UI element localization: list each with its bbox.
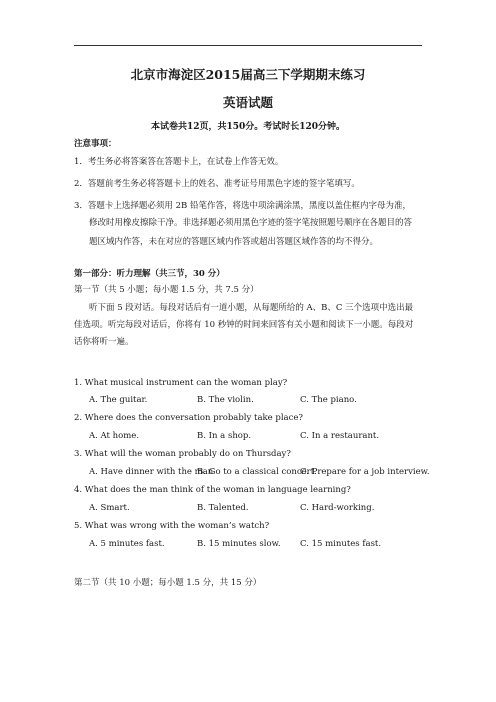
option-c: C. In a restaurant. [300,431,380,441]
notice-item: 1．考生务必将答案答在答题卡上，在试卷上作答无效。 [74,157,284,167]
question-text: 3. What will the woman probably do on Thursday? [74,449,291,459]
instruction-line: 话你将听一遍。 [74,337,134,347]
exam-info: 本试卷共12页，共150分。考试时长120分钟。 [150,122,346,132]
instruction-line: 佳选项。听完每段对话后，你将有 10 秒钟的时间来回答有关小题和阅读下一小题。每段对 [74,320,414,330]
option-b: B. The violin. [197,395,254,405]
question-text: 5. What was wrong with the woman’s watch? [74,521,270,531]
option-a: A. At home. [89,431,140,441]
exam-title: 北京市海淀区2015届高三下学期期末练习 [130,67,366,82]
section1-heading: 第一节（共 5 小题；每小题 1.5 分，共 7.5 分） [74,285,259,295]
notice-item: 修改时用橡皮擦除干净。非选择题必须用黑色字迹的签字笔按照题号顺序在各题目的答 [89,218,413,228]
header-rule [74,45,422,46]
option-a: A. Have dinner with the man [89,467,214,477]
option-a: A. The guitar. [89,395,148,405]
part1-heading: 第一部分：听力理解（共三节，30 分） [74,269,225,279]
notice-item: 3．答题卡上选择题必须用 2B 铅笔作答，将选中项涂满涂黑，黑度以盖住框内字母为准， [74,201,411,211]
option-c: C. Prepare for a job interview. [300,467,430,477]
option-b: B. Talented. [197,503,249,513]
section2-heading: 第二节（共 10 小题；每小题 1.5 分，共 15 分） [74,578,262,588]
option-b: B. Go to a classical concert. [197,467,317,477]
question-text: 2. Where does the conversation probably take place? [74,413,303,423]
option-b: B. In a shop. [197,431,252,441]
exam-subtitle: 英语试题 [222,95,273,110]
option-c: C. The piano. [300,395,357,405]
option-a: A. Smart. [89,503,130,513]
option-c: C. Hard-working. [300,503,375,513]
notice-heading: 注意事项： [74,139,117,149]
notice-item: 题区域内作答，未在对应的答题区域内作答或超出答题区域作答的均不得分。 [89,237,379,247]
question-text: 4. What does the man think of the woman in language learning? [74,485,351,495]
option-a: A. 5 minutes fast. [89,539,165,549]
question-text: 1. What musical instrument can the woman play? [74,378,288,388]
notice-item: 2．答题前考生务必将答题卡上的姓名、准考证号用黑色字迹的签字笔填写。 [74,179,360,189]
instruction-line: 听下面 5 段对话。每段对话后有一道小题，从每题所给的 A、B、C 三个选项中选出最 [89,303,414,313]
option-c: C. 15 minutes fast. [300,539,382,549]
option-b: B. 15 minutes slow. [197,539,281,549]
